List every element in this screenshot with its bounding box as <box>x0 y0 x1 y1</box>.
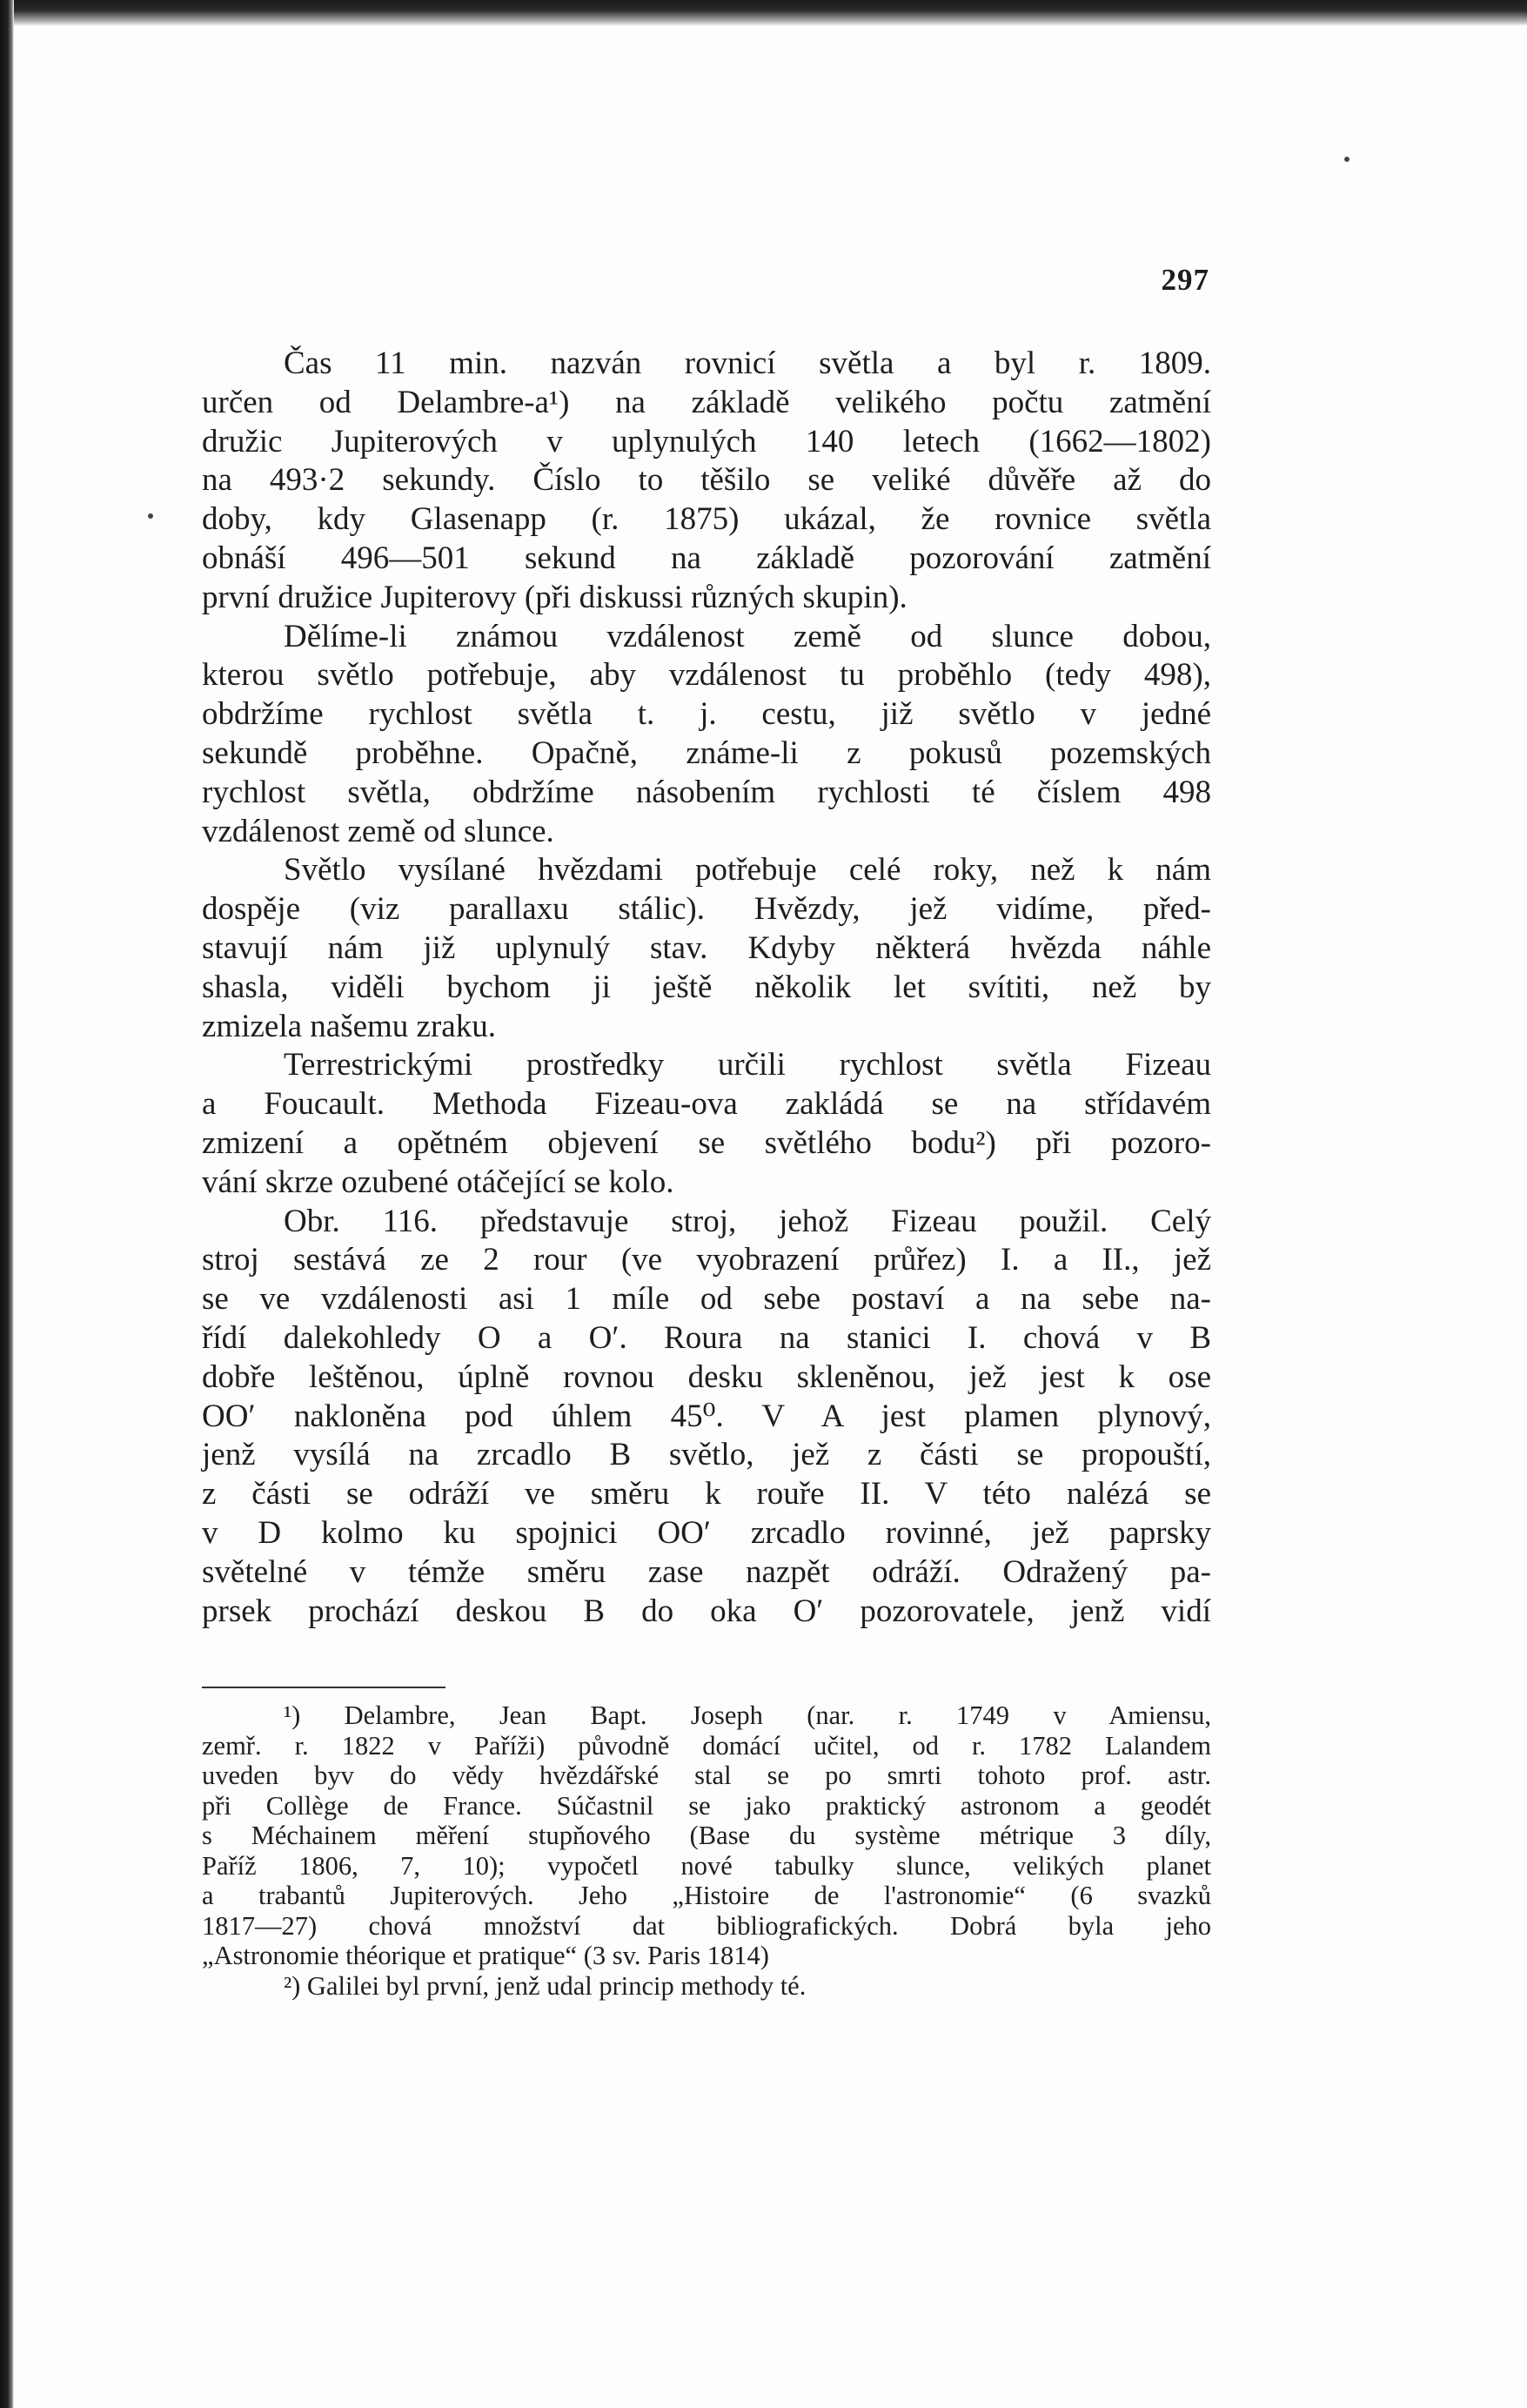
scan-speck <box>148 513 153 519</box>
text-line: a Foucault. Methoda Fizeau-ova zakládá se na střídavém <box>202 1086 1211 1123</box>
footnote-line: „Astronomie théorique et pratique“ (3 sv. Paris 1814) <box>202 1941 769 1970</box>
footnote-rule <box>202 1687 445 1688</box>
page-number: 297 <box>1161 263 1209 297</box>
scan-speck <box>1344 157 1350 162</box>
text-line: doby, kdy Glasenapp (r. 1875) ukázal, že rovnice světla <box>202 501 1211 538</box>
footnote-line: uveden byv do vědy hvězdářské stal se po smrti tohoto prof. astr. <box>202 1761 1211 1790</box>
text-line: kterou světlo potřebuje, aby vzdálenost tu proběhlo (tedy 498), <box>202 657 1211 694</box>
text-line: shasla, viděli bychom ji ještě několik let svítiti, než by <box>202 969 1211 1005</box>
text-line: Světlo vysílané hvězdami potřebuje celé roky, než k nám <box>284 852 1211 889</box>
footnote-line: s Méchainem měření stupňového (Base du système métrique 3 díly, <box>202 1821 1211 1850</box>
text-line: světelné v témže směru zase nazpět odráží. Odražený pa- <box>202 1553 1211 1590</box>
footnote-line: 1817—27) chová množství dat bibliografických. Dobrá byla jeho <box>202 1910 1211 1941</box>
scan-top-border <box>0 0 1527 26</box>
text-line: jenž vysílá na zrcadlo B světlo, jež z části se propouští, <box>202 1437 1211 1473</box>
footnote-line: zemř. r. 1822 v Paříži) původně domácí učitel, od r. 1782 Lalandem <box>202 1730 1211 1761</box>
text-line: se ve vzdálenosti asi 1 míle od sebe postaví a na sebe na- <box>202 1281 1211 1318</box>
footnote-line: ²) Galilei byl první, jenž udal princip methody té. <box>284 1970 807 2001</box>
text-line: stroj sestává ze 2 rour (ve vyobrazení průřez) I. a II., jež <box>202 1242 1211 1278</box>
body-text <box>202 345 1211 1631</box>
text-line: v D kolmo ku spojnici OO′ zrcadlo rovinné, jež paprsky <box>202 1514 1211 1551</box>
footnotes <box>202 1700 1211 2001</box>
footnote-line: a trabantů Jupiterových. Jeho „Histoire de l'astronomie“ (6 svazků <box>202 1881 1211 1910</box>
text-line: družic Jupiterových v uplynulých 140 letech (1662—1802) <box>202 423 1211 459</box>
text-line: vzdálenost země od slunce. <box>202 813 554 849</box>
text-line: stavují nám již uplynulý stav. Kdyby některá hvězda náhle <box>202 929 1211 966</box>
text-line: z části se odráží ve směru k rouře II. V této nalézá se <box>202 1476 1211 1513</box>
text-line: obdržíme rychlost světla t. j. cestu, již světlo v jedné <box>202 696 1211 733</box>
text-line: Dělíme-li známou vzdálenost země od slunce dobou, <box>284 618 1211 654</box>
footnote-line: při Collège de France. Súčastnil se jako praktický astronom a geodét <box>202 1790 1211 1821</box>
text-line: prsek prochází deskou B do oka O′ pozorovatele, jenž vidí <box>202 1593 1211 1629</box>
scan-left-border <box>0 0 14 2408</box>
text-line: dospěje (viz parallaxu stálic). Hvězdy, jež vidíme, před- <box>202 891 1211 928</box>
text-line: určen od Delambre-a¹) na základě velikého počtu zatmění <box>202 384 1211 420</box>
text-line: první družice Jupiterovy (při diskussi různých skupin). <box>202 579 907 615</box>
text-line: rychlost světla, obdržíme násobením rychlosti té číslem 498 <box>202 774 1211 810</box>
text-line: obnáší 496—501 sekund na základě pozorování zatmění <box>202 540 1211 576</box>
footnote-line: ¹) Delambre, Jean Bapt. Joseph (nar. r. 1749 v Amiensu, <box>284 1700 1211 1730</box>
text-line: vání skrze ozubené otáčející se kolo. <box>202 1164 674 1200</box>
text-line: OO′ nakloněna pod úhlem 45⁰. V A jest plamen plynový, <box>202 1398 1211 1434</box>
text-line: sekundě proběhne. Opačně, známe-li z pokusů pozemských <box>202 734 1211 771</box>
text-line: na 493·2 sekundy. Číslo to těšilo se veliké důvěře až do <box>202 462 1211 499</box>
text-line: zmizení a opětném objevení se světlého bodu²) při pozoro- <box>202 1124 1211 1161</box>
text-line: řídí dalekohledy O a O′. Roura na stanici I. chová v B <box>202 1319 1211 1356</box>
text-line: Obr. 116. představuje stroj, jehož Fizeau použil. Celý <box>284 1203 1211 1239</box>
text-line: Terrestrickými prostředky určili rychlost světla Fizeau <box>284 1047 1211 1083</box>
text-line: Čas 11 min. nazván rovnicí světla a byl r. 1809. <box>284 345 1211 381</box>
text-line: dobře leštěnou, úplně rovnou desku skleněnou, jež jest k ose <box>202 1358 1211 1395</box>
text-line: zmizela našemu zraku. <box>202 1008 496 1044</box>
footnote-line: Paříž 1806, 7, 10); vypočetl nové tabulky slunce, velikých planet <box>202 1850 1211 1881</box>
